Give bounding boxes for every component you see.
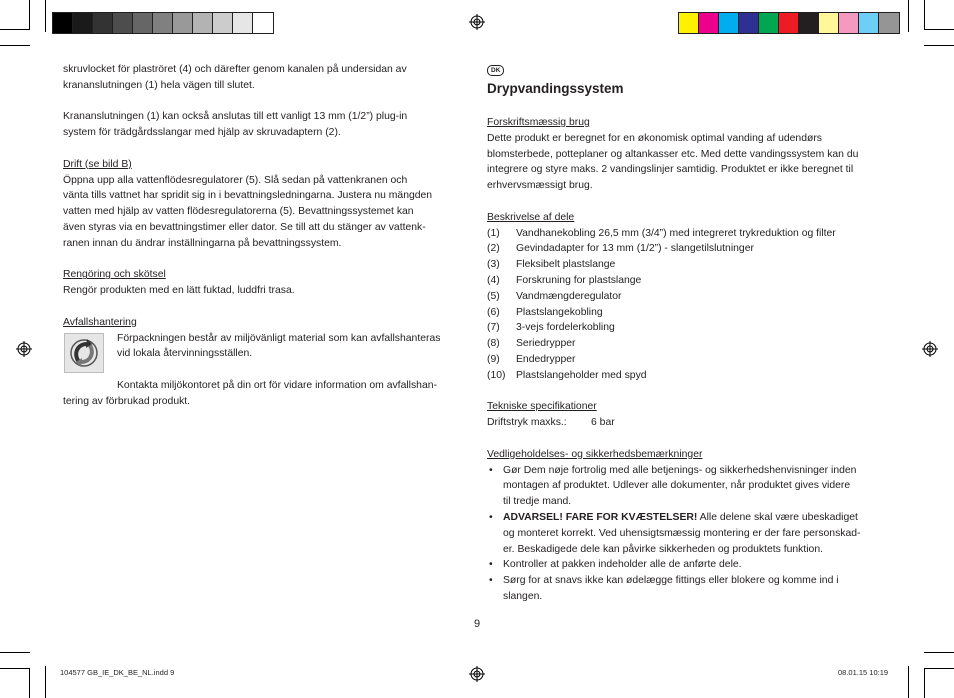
text-line: integrere og styre maks. 2 vandingslinjer samtidig. Produktet er ikke beregnet til <box>487 164 854 176</box>
list-item <box>487 305 897 321</box>
grayscale-color-bar <box>52 12 274 34</box>
crop-mark <box>924 668 925 698</box>
cmyk-color-bar <box>678 12 900 34</box>
text-line: ranen innan du ändrar inställningarna på bevattningssystem. <box>63 237 342 249</box>
part-number: (10) <box>487 369 506 381</box>
cleaning-heading: Rengöring och skötsel <box>63 269 166 281</box>
text-line: erhvervsmæssigt brug. <box>487 180 593 192</box>
part-number: (8) <box>487 338 500 350</box>
list-item <box>487 463 897 510</box>
part-label: Gevindadapter for 13 mm (1/2”) - slangetilslutninger <box>516 243 754 255</box>
text-line: Krananslutningen (1) kan också anslutas till ett vanligt 13 mm (1/2”) plug-in <box>63 111 408 123</box>
text-line: skruvlocket för plaströret (4) och därefter genom kanalen på undersidan av <box>63 64 407 75</box>
text-line: krananslutningen (1) hela vägen till slutet. <box>63 79 255 91</box>
crop-mark <box>924 652 954 653</box>
color-swatch <box>213 13 233 33</box>
warning-label: ADVARSEL! FARE FOR KVÆSTELSER! <box>503 511 698 523</box>
crop-mark <box>29 668 30 698</box>
list-item <box>487 226 897 242</box>
list-item <box>487 510 897 557</box>
crop-mark <box>924 0 925 30</box>
registration-mark-icon <box>469 14 485 30</box>
text-line: montagen af produktet. Udlever alle dokumenter, når produktet gives videre <box>503 480 851 492</box>
waste-heading: Avfallshantering <box>63 316 137 328</box>
text-line: og monteret korrekt. Ved uhensigtsmæssig montering er der fare personskad- <box>503 527 861 539</box>
text-line: Kontroller at pakken indeholder alle de anførte dele. <box>503 559 742 571</box>
crop-mark <box>908 0 909 32</box>
text-line: til tredje mand. <box>503 496 572 508</box>
part-number: (3) <box>487 259 500 271</box>
safety-list <box>487 463 897 605</box>
color-swatch <box>839 13 859 33</box>
footer-timestamp: 08.01.15 10:19 <box>838 668 889 677</box>
crop-mark <box>29 0 30 30</box>
color-swatch <box>173 13 193 33</box>
text-line: system för trädgårdsslangar med hjälp av skruvadaptern (2). <box>63 127 341 139</box>
text-line: blomsterbede, potteplaner og altankasser etc. Med dette vandingssystem kan du <box>487 148 859 160</box>
text-line <box>503 510 861 526</box>
list-item <box>487 336 897 352</box>
text-line: även styras via en bevattningstimer eller dator. Se till att du stänger av vattenk- <box>63 221 426 233</box>
crop-mark <box>0 652 30 653</box>
crop-mark <box>0 29 30 30</box>
registration-mark-icon <box>469 666 485 682</box>
list-item <box>487 573 897 605</box>
list-item <box>487 289 897 305</box>
part-number: (9) <box>487 353 500 365</box>
part-number: (2) <box>487 243 500 255</box>
crop-mark <box>924 29 954 30</box>
drift-heading: Drift (se bild B) <box>63 158 132 170</box>
list-item <box>487 257 897 273</box>
color-swatch <box>699 13 719 33</box>
part-label: Seriedrypper <box>516 338 576 350</box>
page-title: Drypvandingssystem <box>487 81 624 96</box>
color-swatch <box>253 13 273 33</box>
bullet: • <box>489 559 493 571</box>
text-line: Rengör produkten med en lätt fuktad, luddfri trasa. <box>63 285 295 297</box>
color-swatch <box>799 13 819 33</box>
color-swatch <box>133 13 153 33</box>
color-swatch <box>779 13 799 33</box>
crop-mark <box>924 45 954 46</box>
part-label: Vandhanekobling 26,5 mm (3/4”) med integreret trykreduktion og filter <box>516 227 836 239</box>
page-number: 9 <box>473 618 481 630</box>
list-item <box>487 352 897 368</box>
crop-mark <box>0 668 30 669</box>
language-badge: DK <box>487 65 504 76</box>
color-swatch <box>819 13 839 33</box>
part-label: Fleksibelt plastslange <box>516 259 616 271</box>
crop-mark <box>45 666 46 698</box>
crop-mark <box>924 668 954 669</box>
color-swatch <box>53 13 73 33</box>
list-item <box>487 273 897 289</box>
text-line: vänta tills vattnet har spridit sig in i bevattningsledningarna. Justera nu mängden <box>63 190 433 202</box>
registration-mark-icon <box>922 341 938 357</box>
text-line: tering av förbrukad produkt. <box>63 395 191 407</box>
text-line: slangen. <box>503 590 543 602</box>
color-swatch <box>113 13 133 33</box>
list-item <box>487 368 897 384</box>
part-label: Plastslangekobling <box>516 306 603 318</box>
list-item <box>487 557 897 573</box>
spec-value: 6 bar <box>591 417 615 429</box>
safety-heading: Vedligeholdelses- og sikkerhedsbemærkninger <box>487 448 703 460</box>
text-line: vatten med hjälp av vatten flödesregulatorerna (5). Bevattningssystemet kan <box>63 206 414 218</box>
parts-list <box>487 226 897 384</box>
text-line: Förpackningen består av miljövänligt material som kan avfallshanteras <box>117 332 441 344</box>
right-column <box>487 62 897 605</box>
text-line: Gør Dem nøje fortrolig med alle betjenings- og sikkerhedshenvisninger inden <box>503 464 857 476</box>
part-number: (5) <box>487 290 500 302</box>
spec-row <box>487 415 897 431</box>
part-number: (4) <box>487 274 500 286</box>
part-label: 3-vejs fordelerkobling <box>516 322 615 334</box>
color-swatch <box>719 13 739 33</box>
part-number: (1) <box>487 227 500 239</box>
recycling-symbol-icon <box>64 333 104 373</box>
text-line: vid lokala återvinningsställen. <box>117 348 253 360</box>
color-swatch <box>93 13 113 33</box>
color-swatch <box>193 13 213 33</box>
text-line: Sørg for at snavs ikke kan ødelægge fittings eller blokere og komme ind i <box>503 575 839 587</box>
crop-mark <box>45 0 46 32</box>
bullet: • <box>489 464 493 476</box>
crop-mark <box>0 45 30 46</box>
color-swatch <box>739 13 759 33</box>
color-swatch <box>759 13 779 33</box>
crop-mark <box>908 666 909 698</box>
list-item <box>487 241 897 257</box>
part-label: Vandmængderegulator <box>516 290 622 302</box>
left-column <box>63 62 473 410</box>
text-line: Öppna upp alla vattenflödesregulatorer (5). Slå sedan på vattenkranen och <box>63 174 408 186</box>
color-swatch <box>879 13 899 33</box>
footer-filename: 104577 GB_IE_DK_BE_NL.indd 9 <box>60 668 175 677</box>
parts-heading: Beskrivelse af dele <box>487 211 575 223</box>
color-swatch <box>859 13 879 33</box>
part-number: (7) <box>487 322 500 334</box>
text-fragment: Alle delene skal være ubeskadiget <box>697 511 858 523</box>
color-swatch <box>233 13 253 33</box>
registration-mark-icon <box>16 341 32 357</box>
bullet: • <box>489 575 493 587</box>
bullet: • <box>489 511 493 523</box>
specs-heading: Tekniske specifikationer <box>487 401 597 413</box>
part-number: (6) <box>487 306 500 318</box>
color-swatch <box>153 13 173 33</box>
text-line: Dette produkt er beregnet for en økonomisk optimal vanding af udendørs <box>487 132 822 144</box>
color-swatch <box>73 13 93 33</box>
intended-use-heading: Forskriftsmæssig brug <box>487 117 590 128</box>
part-label: Plastslangeholder med spyd <box>516 369 647 381</box>
list-item <box>487 320 897 336</box>
part-label: Endedrypper <box>516 353 576 365</box>
color-swatch <box>679 13 699 33</box>
spec-label: Driftstryk maxks.: <box>487 417 567 429</box>
part-label: Forskruning for plastslange <box>516 274 642 286</box>
text-line: er. Beskadigede dele kan påvirke sikkerheden og produktets funktion. <box>503 543 824 555</box>
text-line: Kontakta miljökontoret på din ort för vidare information om avfallshan- <box>117 379 437 391</box>
